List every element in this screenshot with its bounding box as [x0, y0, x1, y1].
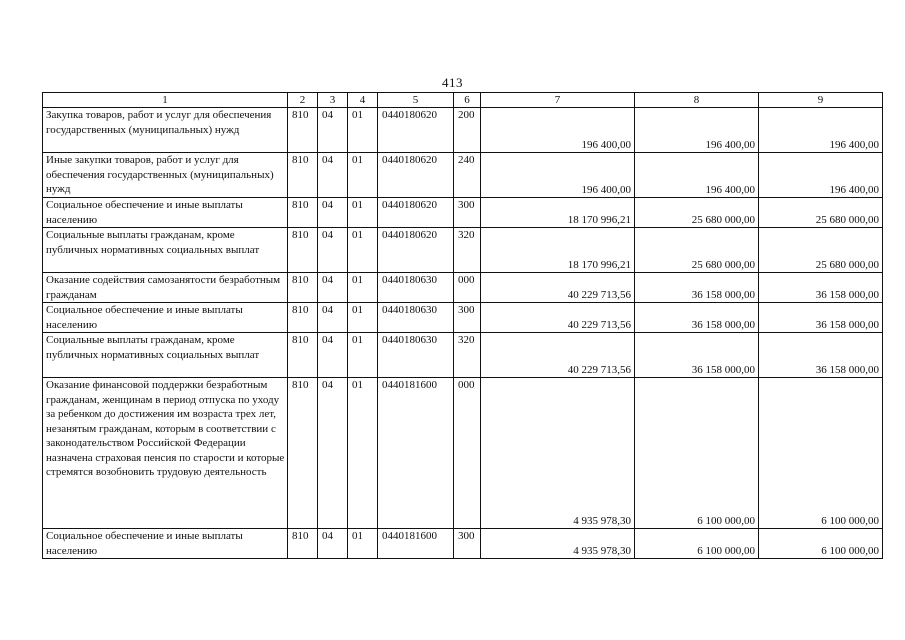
table-row — [43, 108, 883, 153]
table-row — [43, 228, 883, 273]
subsection-cell: 01 — [348, 228, 378, 273]
row-name-cell: Иные закупки товаров, работ и услуг для обеспечения государственных (муниципальных) нужд — [43, 153, 288, 198]
amount-col9-cell: 36 158 000,00 — [759, 303, 883, 333]
table-row — [43, 198, 883, 228]
row-name-cell: Социальное обеспечение и иные выплаты населению — [43, 303, 288, 333]
amount-col8-cell: 25 680 000,00 — [635, 228, 759, 273]
column-header: 2 — [288, 93, 318, 108]
expense-type-cell: 300 — [454, 529, 481, 559]
section-cell: 04 — [318, 153, 348, 198]
amount-col7-cell: 40 229 713,56 — [481, 303, 635, 333]
table-row — [43, 378, 883, 529]
expense-type-cell: 320 — [454, 228, 481, 273]
target-article-cell: 0440180620 — [378, 228, 454, 273]
target-article-cell: 0440180620 — [378, 198, 454, 228]
amount-col8-cell: 196 400,00 — [635, 153, 759, 198]
amount-col8-cell: 25 680 000,00 — [635, 198, 759, 228]
subsection-cell: 01 — [348, 198, 378, 228]
expense-type-cell: 300 — [454, 303, 481, 333]
row-name-cell: Социальные выплаты гражданам, кроме публичных нормативных социальных выплат — [43, 228, 288, 273]
section-cell: 04 — [318, 228, 348, 273]
section-cell: 04 — [318, 333, 348, 378]
target-article-cell: 0440180630 — [378, 273, 454, 303]
amount-col8-cell: 196 400,00 — [635, 108, 759, 153]
row-name-cell: Закупка товаров, работ и услуг для обеспечения государственных (муниципальных) нужд — [43, 108, 288, 153]
subsection-cell: 01 — [348, 153, 378, 198]
admin-code-cell: 810 — [288, 273, 318, 303]
section-cell: 04 — [318, 303, 348, 333]
target-article-cell: 0440180630 — [378, 303, 454, 333]
table-row — [43, 333, 883, 378]
row-name-cell: Социальные выплаты гражданам, кроме публичных нормативных социальных выплат — [43, 333, 288, 378]
column-header: 9 — [759, 93, 883, 108]
amount-col7-cell: 40 229 713,56 — [481, 273, 635, 303]
header-row — [43, 93, 883, 108]
column-header: 6 — [454, 93, 481, 108]
amount-col7-cell: 196 400,00 — [481, 108, 635, 153]
table-row — [43, 303, 883, 333]
amount-col9-cell: 25 680 000,00 — [759, 228, 883, 273]
amount-col8-cell: 36 158 000,00 — [635, 303, 759, 333]
subsection-cell: 01 — [348, 378, 378, 529]
budget-table — [42, 92, 883, 559]
amount-col9-cell: 25 680 000,00 — [759, 198, 883, 228]
amount-col9-cell: 196 400,00 — [759, 153, 883, 198]
expense-type-cell: 000 — [454, 273, 481, 303]
section-cell: 04 — [318, 198, 348, 228]
subsection-cell: 01 — [348, 333, 378, 378]
expense-type-cell: 320 — [454, 333, 481, 378]
admin-code-cell: 810 — [288, 228, 318, 273]
target-article-cell: 0440180620 — [378, 108, 454, 153]
table-row — [43, 529, 883, 559]
amount-col8-cell: 6 100 000,00 — [635, 378, 759, 529]
amount-col7-cell: 4 935 978,30 — [481, 529, 635, 559]
section-cell: 04 — [318, 108, 348, 153]
target-article-cell: 0440180620 — [378, 153, 454, 198]
subsection-cell: 01 — [348, 273, 378, 303]
admin-code-cell: 810 — [288, 529, 318, 559]
amount-col7-cell: 196 400,00 — [481, 153, 635, 198]
column-header: 3 — [318, 93, 348, 108]
amount-col8-cell: 6 100 000,00 — [635, 529, 759, 559]
section-cell: 04 — [318, 273, 348, 303]
amount-col9-cell: 36 158 000,00 — [759, 333, 883, 378]
admin-code-cell: 810 — [288, 198, 318, 228]
expense-type-cell: 240 — [454, 153, 481, 198]
expense-type-cell: 200 — [454, 108, 481, 153]
row-name-cell: Оказание финансовой поддержки безработным гражданам, женщинам в период отпуска по уходу за ребенком до достижения им возраста трех лет, незанятым гражданам, которым в соответствии с законодательством Российской Федерации назначена страховая пенсия по старости и которые стремятся возобновить трудовую деятельность — [43, 378, 288, 529]
amount-col9-cell: 36 158 000,00 — [759, 273, 883, 303]
amount-col9-cell: 6 100 000,00 — [759, 529, 883, 559]
amount-col7-cell: 40 229 713,56 — [481, 333, 635, 378]
target-article-cell: 0440180630 — [378, 333, 454, 378]
row-name-cell: Оказание содействия самозанятости безработным гражданам — [43, 273, 288, 303]
admin-code-cell: 810 — [288, 108, 318, 153]
amount-col9-cell: 196 400,00 — [759, 108, 883, 153]
section-cell: 04 — [318, 529, 348, 559]
amount-col9-cell: 6 100 000,00 — [759, 378, 883, 529]
amount-col8-cell: 36 158 000,00 — [635, 333, 759, 378]
column-header: 5 — [378, 93, 454, 108]
expense-type-cell: 300 — [454, 198, 481, 228]
section-cell: 04 — [318, 378, 348, 529]
subsection-cell: 01 — [348, 529, 378, 559]
amount-col7-cell: 18 170 996,21 — [481, 198, 635, 228]
page-number: 413 — [442, 75, 463, 90]
table-row — [43, 153, 883, 198]
admin-code-cell: 810 — [288, 153, 318, 198]
subsection-cell: 01 — [348, 303, 378, 333]
table-row — [43, 273, 883, 303]
column-header: 8 — [635, 93, 759, 108]
target-article-cell: 0440181600 — [378, 378, 454, 529]
amount-col7-cell: 4 935 978,30 — [481, 378, 635, 529]
amount-col8-cell: 36 158 000,00 — [635, 273, 759, 303]
column-header: 4 — [348, 93, 378, 108]
row-name-cell: Социальное обеспечение и иные выплаты населению — [43, 198, 288, 228]
admin-code-cell: 810 — [288, 333, 318, 378]
admin-code-cell: 810 — [288, 378, 318, 529]
admin-code-cell: 810 — [288, 303, 318, 333]
amount-col7-cell: 18 170 996,21 — [481, 228, 635, 273]
column-header: 1 — [43, 93, 288, 108]
expense-type-cell: 000 — [454, 378, 481, 529]
column-header: 7 — [481, 93, 635, 108]
subsection-cell: 01 — [348, 108, 378, 153]
target-article-cell: 0440181600 — [378, 529, 454, 559]
row-name-cell: Социальное обеспечение и иные выплаты населению — [43, 529, 288, 559]
